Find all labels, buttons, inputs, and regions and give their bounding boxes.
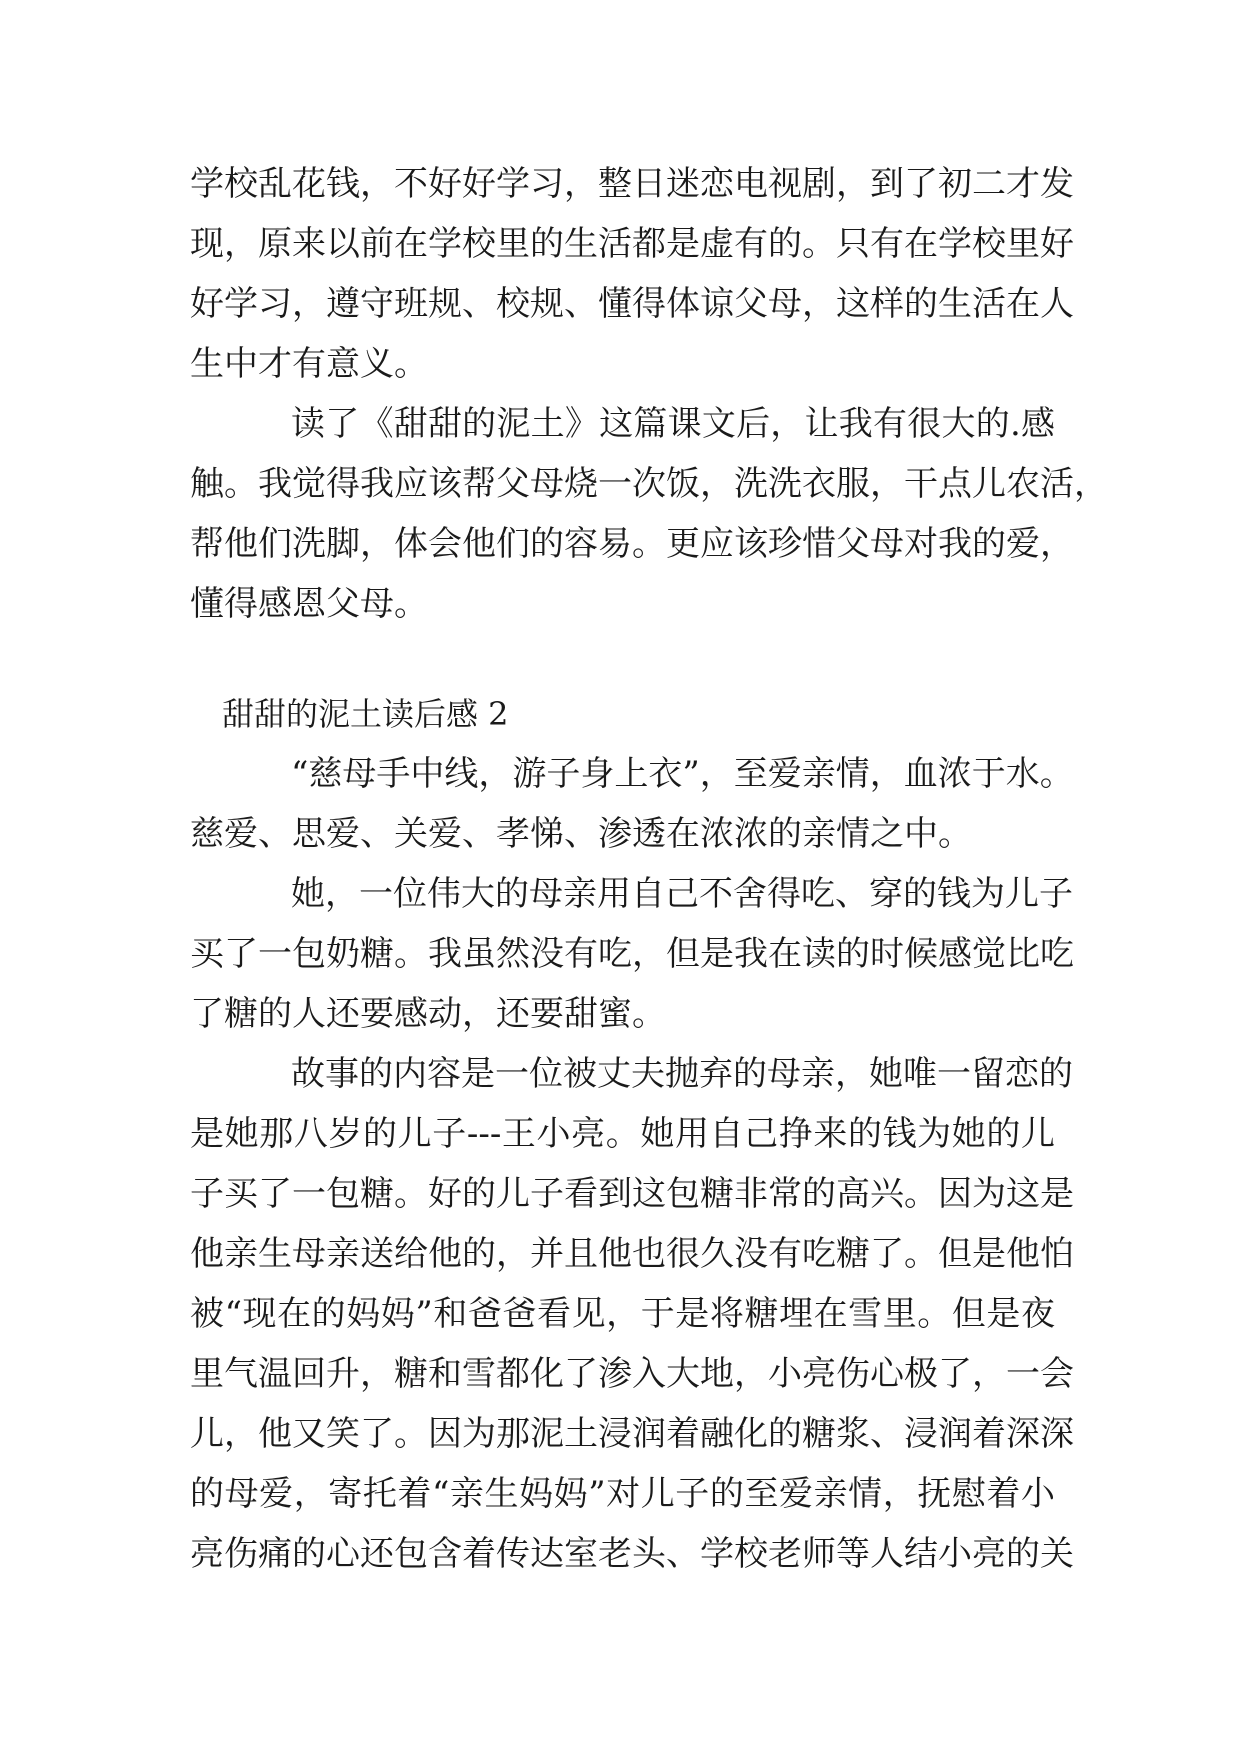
paragraph-line: 被“现在的妈妈”和爸爸看见，于是将糖埋在雪里。但是夜 — [190, 1294, 1055, 1334]
paragraph-line: 里气温回升，糖和雪都化了渗入大地，小亮伤心极了，一会 — [190, 1354, 1074, 1394]
paragraph-line: 亮伤痛的心还包含着传达室老头、学校老师等人结小亮的关 — [190, 1534, 1074, 1574]
paragraph-line: “慈母手中线，游子身上衣”，至爱亲情，血浓于水。 — [291, 754, 1074, 794]
paragraph-line: 学校乱花钱，不好好学习，整日迷恋电视剧，到了初二才发 — [190, 164, 1074, 204]
paragraph-line: 现，原来以前在学校里的生活都是虚有的。只有在学校里好 — [190, 224, 1074, 264]
paragraph-line: 的母爱，寄托着“亲生妈妈”对儿子的至爱亲情，抚慰着小 — [190, 1474, 1055, 1514]
paragraph-line: 买了一包奶糖。我虽然没有吃，但是我在读的时候感觉比吃 — [190, 934, 1074, 974]
paragraph-line: 触。我觉得我应该帮父母烧一次饭，洗洗衣服，干点儿农活， — [190, 464, 1108, 504]
paragraph-line: 懂得感恩父母。 — [190, 584, 428, 624]
paragraph-line: 生中才有意义。 — [190, 344, 428, 384]
paragraph-line: 慈爱、思爱、关爱、孝悌、渗透在浓浓的亲情之中。 — [190, 814, 972, 854]
section-heading: 甜甜的泥土读后感 2 — [222, 695, 509, 733]
paragraph-line: 是她那八岁的儿子---王小亮。她用自己挣来的钱为她的儿 — [190, 1114, 1055, 1154]
paragraph-line: 帮他们洗脚，体会他们的容易。更应该珍惜父母对我的爱， — [190, 524, 1074, 564]
paragraph-line: 儿，他又笑了。因为那泥土浸润着融化的糖浆、浸润着深深 — [190, 1414, 1074, 1454]
paragraph-line: 她，一位伟大的母亲用自己不舍得吃、穿的钱为儿子 — [291, 874, 1073, 914]
paragraph-line: 他亲生母亲送给他的，并且他也很久没有吃糖了。但是他怕 — [190, 1234, 1074, 1274]
paragraph-line: 故事的内容是一位被丈夫抛弃的母亲，她唯一留恋的 — [291, 1054, 1073, 1094]
paragraph-line: 好学习，遵守班规、校规、懂得体谅父母，这样的生活在人 — [190, 284, 1074, 324]
paragraph-line: 读了《甜甜的泥土》这篇课文后，让我有很大的.感 — [291, 404, 1055, 444]
paragraph-line: 了糖的人还要感动，还要甜蜜。 — [190, 994, 666, 1034]
paragraph-line: 子买了一包糖。好的儿子看到这包糖非常的高兴。因为这是 — [190, 1174, 1074, 1214]
